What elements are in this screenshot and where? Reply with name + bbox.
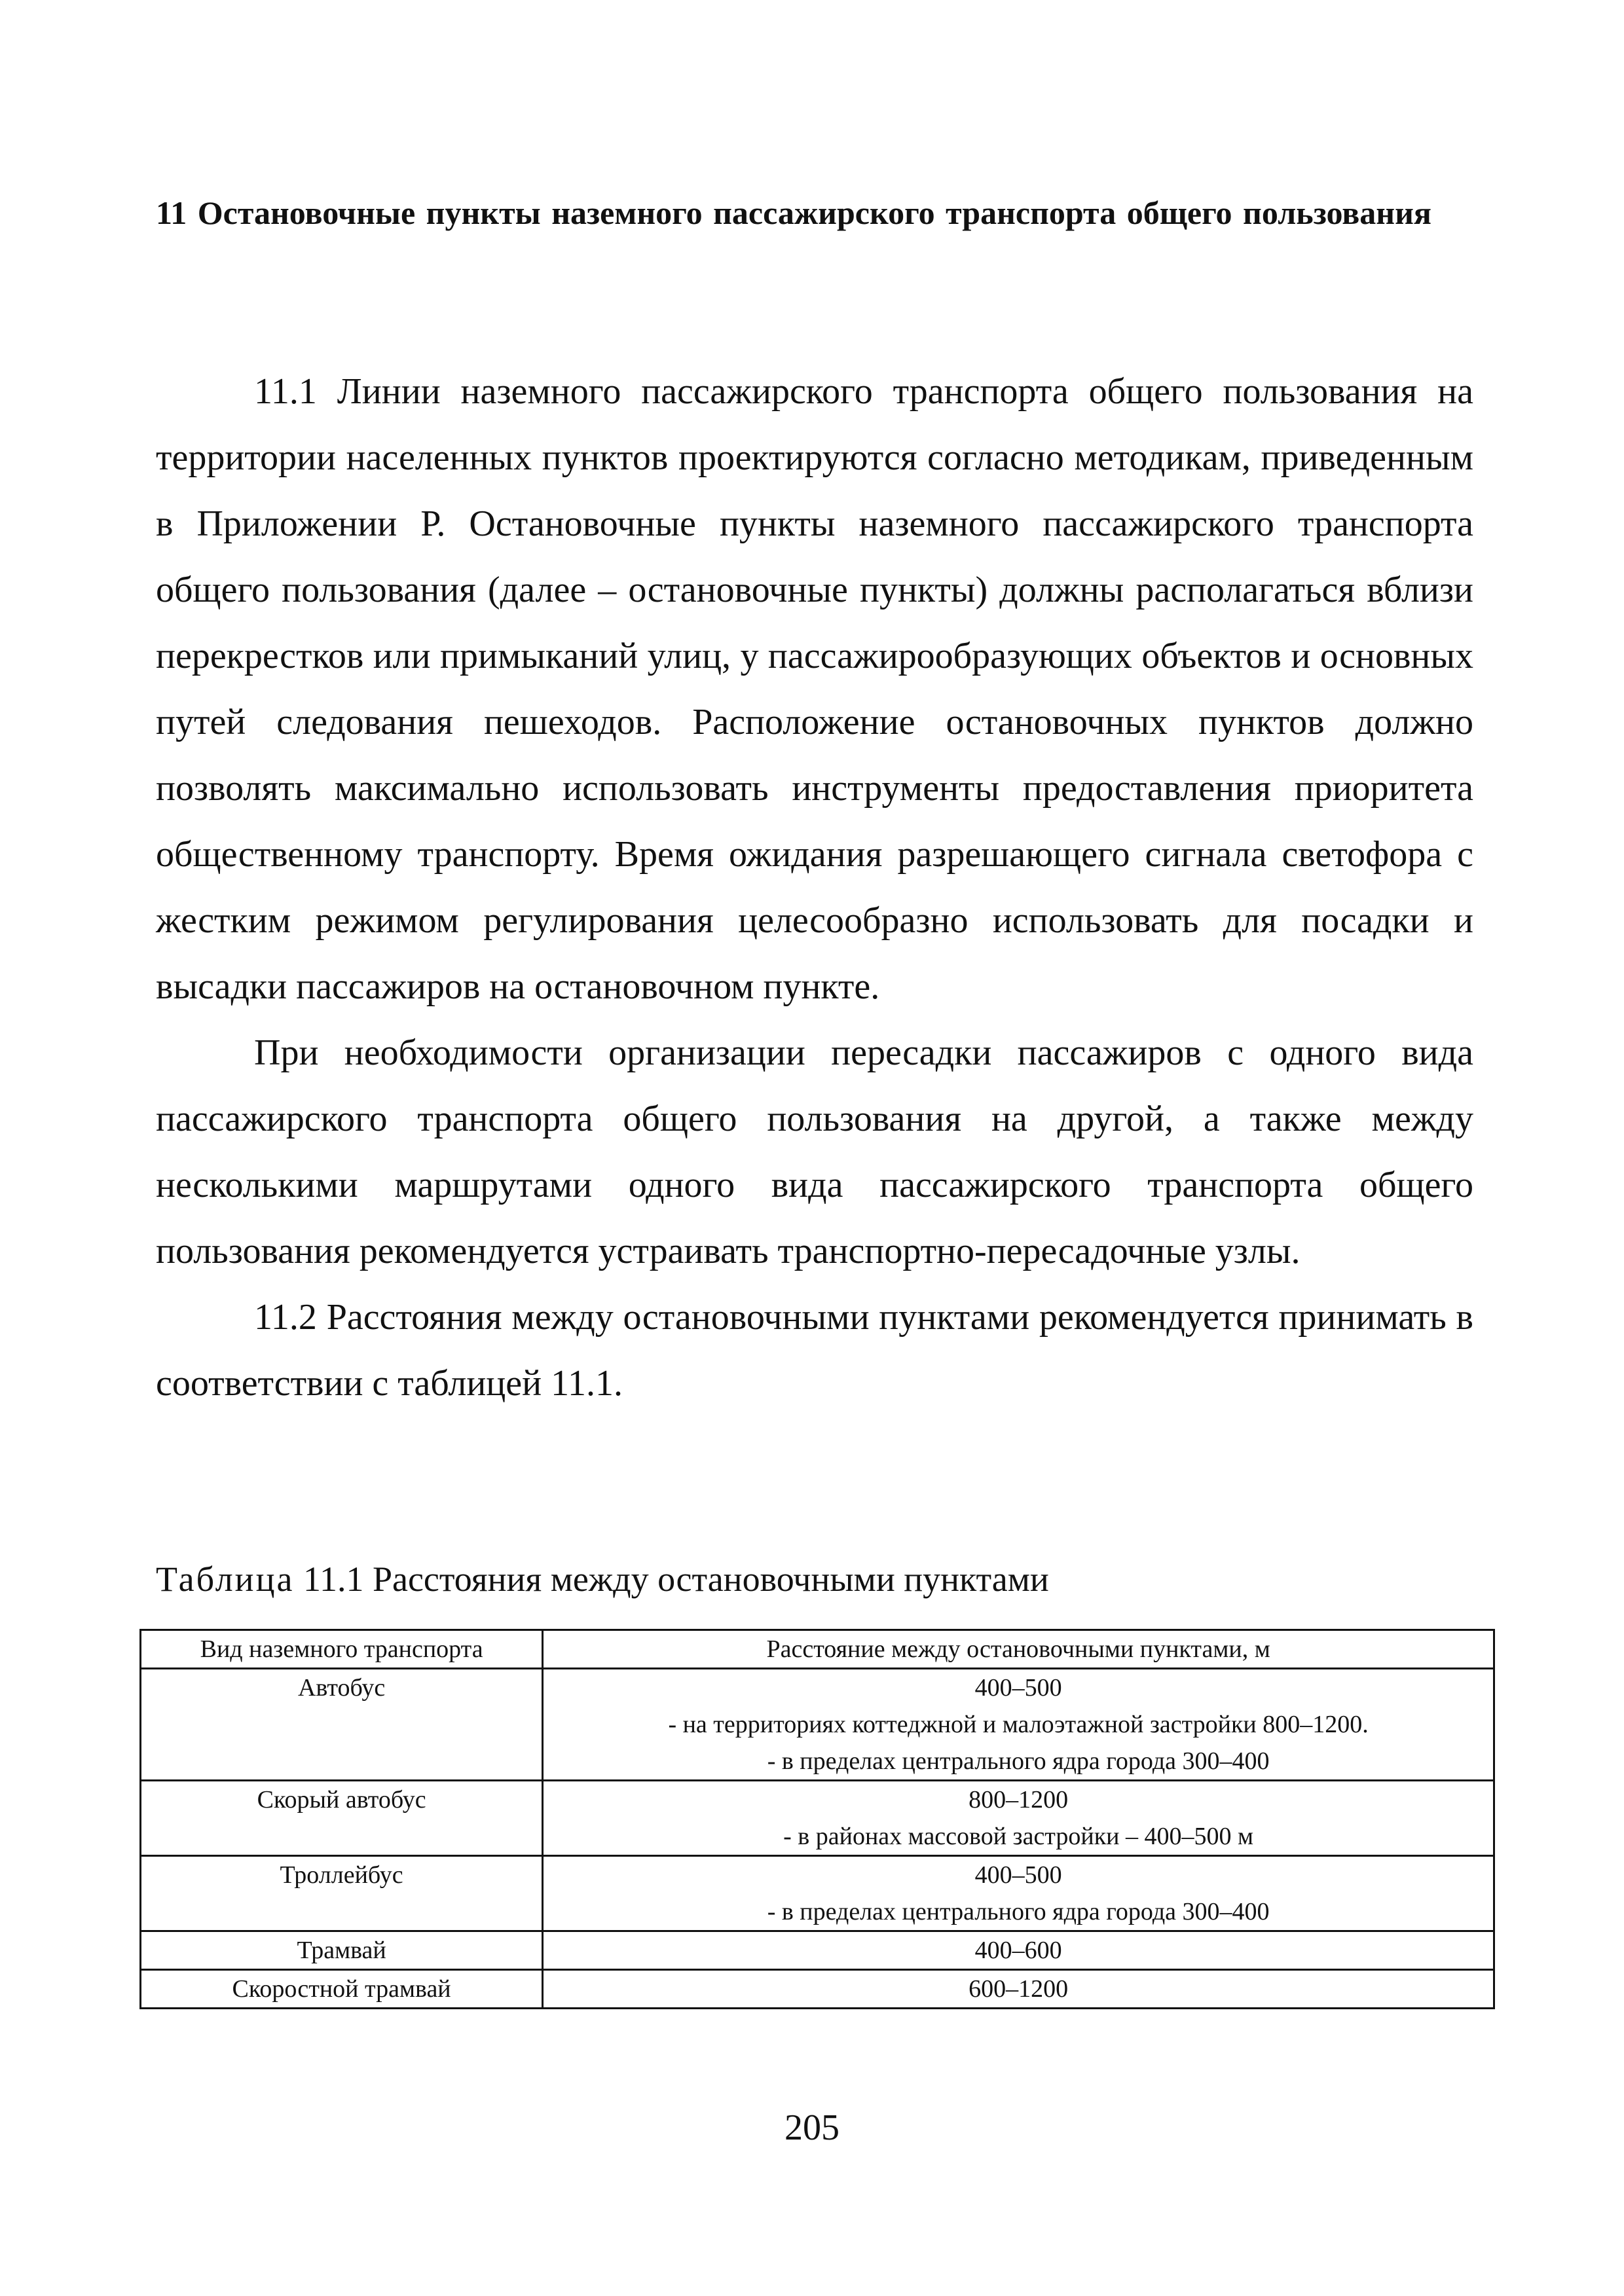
cell-transport-type: Троллейбус bbox=[141, 1856, 543, 1931]
distance-line: - в районах массовой застройки – 400–500 м bbox=[783, 1823, 1254, 1850]
cell-transport-type: Скоростной трамвай bbox=[141, 1970, 543, 2009]
header-transport-type: Вид наземного транспорта bbox=[141, 1630, 543, 1669]
header-distance: Расстояние между остановочными пунктами, м bbox=[543, 1630, 1494, 1669]
table-caption-label: Таблица bbox=[156, 1559, 295, 1599]
table-row bbox=[141, 1856, 1494, 1931]
section-heading: 11 Остановочные пункты наземного пассажирского транспорта общего пользования bbox=[156, 194, 1431, 231]
distance-line: 400–500 bbox=[974, 1861, 1062, 1889]
cell-distance bbox=[543, 1970, 1494, 2009]
table-caption bbox=[156, 1553, 1049, 1605]
table-caption-text: 11.1 Расстояния между остановочными пунктами bbox=[303, 1559, 1049, 1599]
distance-line: - на территориях коттеджной и малоэтажной застройки 800–1200. bbox=[668, 1711, 1369, 1738]
paragraph-11-2: 11.2 Расстояния между остановочными пунктами рекомендуется принимать в соответствии с таблицей 11.1. bbox=[156, 1297, 1473, 1404]
distance-line: 800–1200 bbox=[969, 1786, 1069, 1813]
stops-distance-table bbox=[139, 1629, 1495, 2009]
body-text bbox=[156, 359, 1473, 1417]
table-header-row bbox=[141, 1630, 1494, 1669]
page-number: 205 bbox=[784, 2107, 840, 2148]
distance-line: - в пределах центрального ядра города 300–400 bbox=[767, 1747, 1270, 1775]
distance-line: 400–500 bbox=[974, 1674, 1062, 1702]
table-row bbox=[141, 1931, 1494, 1970]
table-row bbox=[141, 1669, 1494, 1781]
distance-line: 400–600 bbox=[974, 1937, 1062, 1964]
cell-transport-type: Скорый автобус bbox=[141, 1781, 543, 1856]
cell-transport-type: Автобус bbox=[141, 1669, 543, 1781]
cell-transport-type: Трамвай bbox=[141, 1931, 543, 1970]
paragraph-11-1: 11.1 Линии наземного пассажирского транспорта общего пользования на территории населенных пунктов проектируются согласно методикам, приведенным в Приложении Р. Остановочные пункты наземного пассажирского транспорта общего пользования (далее – остановочные пункты) должны располагаться вблизи перекрестков или примыканий улиц, у пассажирообразующих объектов и основных путей следования пешеходов. Расположение остановочных пунктов должно позволять максимально использовать инструменты предоставления приоритета общественному транспорту. Время ожидания разрешающего сигнала светофора с жестким режимом регулирования целесообразно использовать для посадки и высадки пассажиров на остановочном пункте. bbox=[156, 371, 1473, 1007]
cell-distance bbox=[543, 1856, 1494, 1931]
distance-line: 600–1200 bbox=[969, 1975, 1069, 2003]
cell-distance bbox=[543, 1931, 1494, 1970]
cell-distance bbox=[543, 1781, 1494, 1856]
paragraph-transfer-hubs: При необходимости организации пересадки пассажиров с одного вида пассажирского транспорта общего пользования на другой, а также между несколькими маршрутами одного вида пассажирского транспорта общего пользования рекомендуется устраивать транспортно-пересадочные узлы. bbox=[156, 1032, 1473, 1271]
table-row bbox=[141, 1781, 1494, 1856]
distance-line: - в пределах центрального ядра города 300–400 bbox=[767, 1898, 1270, 1925]
cell-distance bbox=[543, 1669, 1494, 1781]
table-row bbox=[141, 1970, 1494, 2009]
